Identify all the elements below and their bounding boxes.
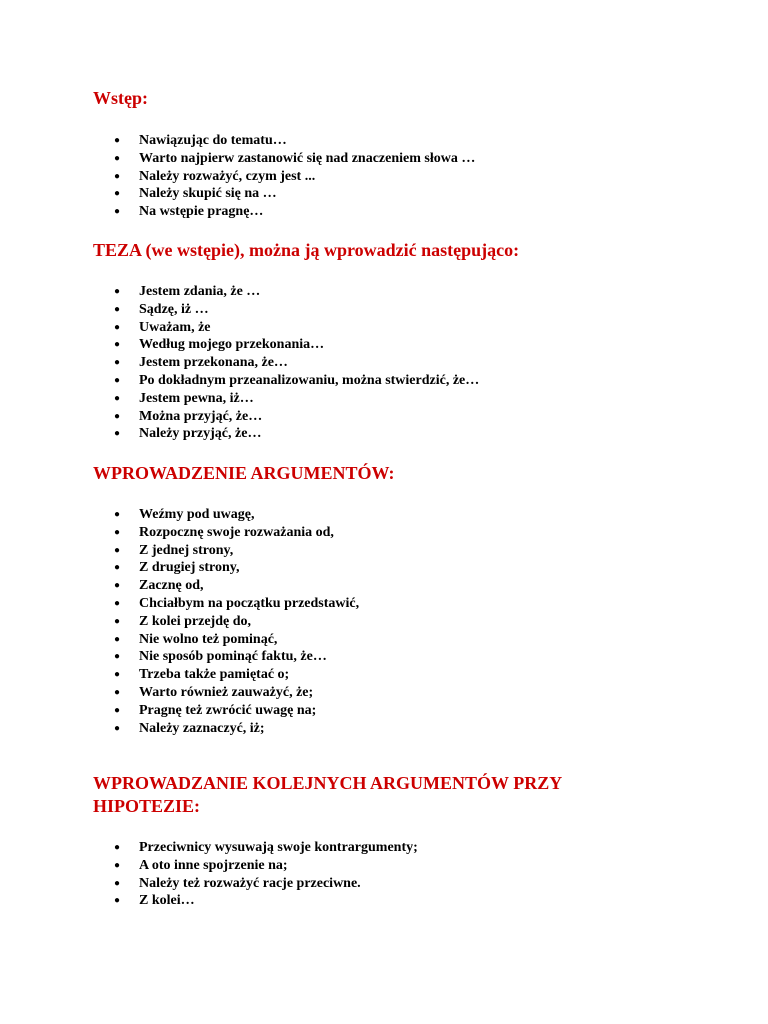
bullet-list-wprowadzenie-argumentow bbox=[111, 506, 359, 737]
list-item: ● Jestem przekonana, że… bbox=[111, 354, 479, 372]
list-item: ● A oto inne spojrzenie na; bbox=[111, 857, 418, 875]
list-item: ● Z jednej strony, bbox=[111, 542, 359, 560]
list-item: ● Należy przyjąć, że… bbox=[111, 425, 479, 443]
list-item: ● Warto również zauważyć, że; bbox=[111, 684, 359, 702]
list-item: ● Rozpocznę swoje rozważania od, bbox=[111, 524, 359, 542]
list-item: ● Z kolei przejdę do, bbox=[111, 613, 359, 631]
list-item: ● Jestem zdania, że … bbox=[111, 283, 479, 301]
section-heading-kolejne-argumenty: WPROWADZANIE KOLEJNYCH ARGUMENTÓW PRZY HIPOTEZIE: bbox=[93, 773, 562, 816]
list-item: ● Trzeba także pamiętać o; bbox=[111, 666, 359, 684]
list-item: ● Weźmy pod uwagę, bbox=[111, 506, 359, 524]
list-item: ● Przeciwnicy wysuwają swoje kontrargumenty; bbox=[111, 839, 418, 857]
list-item: ● Z drugiej strony, bbox=[111, 559, 359, 577]
bullet-list-wstep bbox=[111, 132, 475, 221]
list-item: ● Uważam, że bbox=[111, 319, 479, 337]
list-item: ● Po dokładnym przeanalizowaniu, można stwierdzić, że… bbox=[111, 372, 479, 390]
list-item: ● Sądzę, iż … bbox=[111, 301, 479, 319]
section-heading-wprowadzenie-argumentow: WPROWADZENIE ARGUMENTÓW: bbox=[93, 463, 395, 483]
bullet-list-teza bbox=[111, 283, 479, 443]
list-item: ● Należy rozważyć, czym jest ... bbox=[111, 168, 475, 186]
list-item: ● Nie sposób pominąć faktu, że… bbox=[111, 648, 359, 666]
list-item: ● Należy też rozważyć racje przeciwne. bbox=[111, 875, 418, 893]
list-item: ● Według mojego przekonania… bbox=[111, 336, 479, 354]
list-item: ● Należy zaznaczyć, iż; bbox=[111, 720, 359, 738]
section-heading-teza: TEZA (we wstępie), można ją wprowadzić następująco: bbox=[93, 240, 520, 260]
list-item: ● Z kolei… bbox=[111, 892, 418, 910]
section-heading-wstep: Wstęp: bbox=[93, 88, 148, 108]
list-item: ● Na wstępie pragnę… bbox=[111, 203, 475, 221]
list-item: ● Chciałbym na początku przedstawić, bbox=[111, 595, 359, 613]
list-item: ● Jestem pewna, iż… bbox=[111, 390, 479, 408]
bullet-list-kolejne-argumenty bbox=[111, 839, 418, 910]
list-item: ● Zacznę od, bbox=[111, 577, 359, 595]
list-item: ● Nawiązując do tematu… bbox=[111, 132, 475, 150]
list-item: ● Należy skupić się na … bbox=[111, 185, 475, 203]
list-item: ● Można przyjąć, że… bbox=[111, 408, 479, 426]
list-item: ● Warto najpierw zastanowić się nad znaczeniem słowa … bbox=[111, 150, 475, 168]
list-item: ● Pragnę też zwrócić uwagę na; bbox=[111, 702, 359, 720]
list-item: ● Nie wolno też pominąć, bbox=[111, 631, 359, 649]
